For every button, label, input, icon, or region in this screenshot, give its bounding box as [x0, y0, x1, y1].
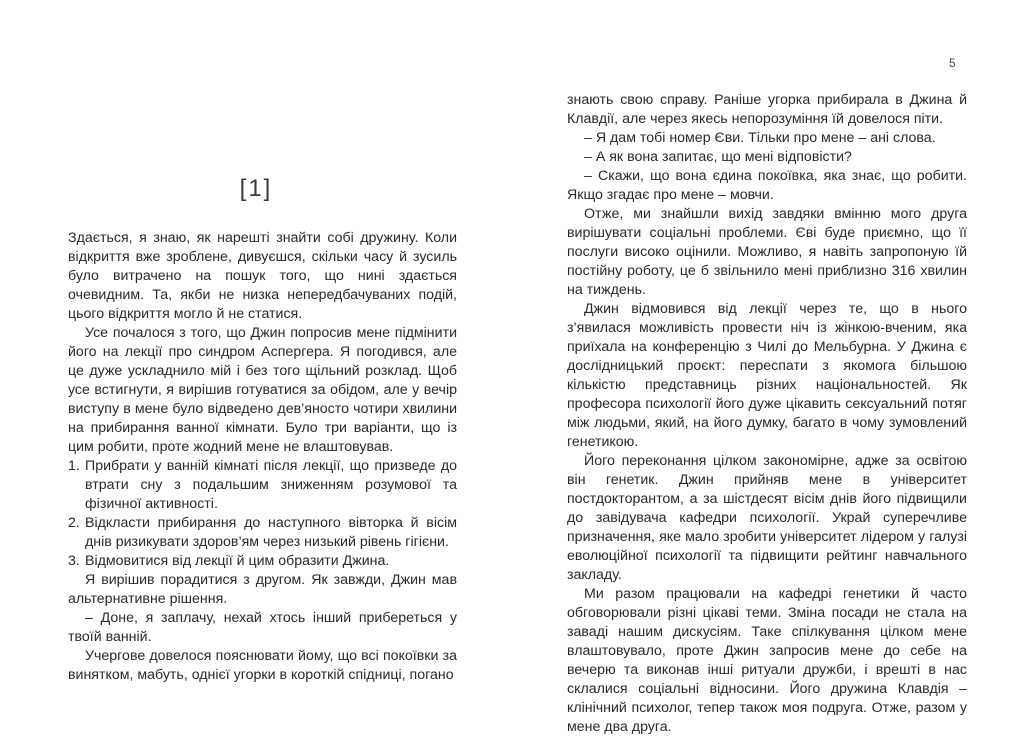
paragraph: Отже, ми знайшли вихід завдяки вмінню мого друга вирішувати соціальні проблеми. Єві буде приємно, що її послуги високо оцінили. Можливо, я навіть запропоную їй постійну роботу, це б звільнило мені приблизно 316 хвилин на тиждень. — [567, 206, 967, 298]
list-item — [68, 552, 457, 571]
paragraph: – Я дам тобі номер Єви. Тільки про мене – ані слова. — [584, 130, 936, 146]
paragraph: – Доне, я заплачу, нехай хтось інший прибереться у твоїй ванній. — [68, 610, 457, 645]
paragraph: Учергове довелося пояснювати йому, що всі покоївки за винятком, мабуть, однієї угорки в короткій спідниці, погано — [68, 648, 457, 683]
paragraph: Ми разом працювали на кафедрі генетики й часто обговорювали різні цікаві теми. Зміна посади не стала на заваді нашим дискусіям. Таке спілкування цілком мене влаштовувало, проте Джин запросив мене до себе на вечерю та виконав інші ритуали дружби, і врешті в нас склалися соціальні відносини. Його дружина Клавдія – клінічний психолог, тепер також моя подруга. Отже, разом у мене два друга. — [567, 586, 967, 735]
paragraph: Здається, я знаю, як нарешті знайти собі дружину. Коли відкриття вже зроблене, дивуєшся, скільки часу й зусиль було витрачено на пошук того, що нині здається очевидним. Та, якби не низка непередбачуваних подій, цього відкриття могло й не статися. — [68, 230, 457, 322]
list-item — [68, 514, 457, 552]
paragraph: Усе почалося з того, що Джин попросив мене підмінити його на лекції про синдром Аспергера. Я погодився, але це дуже ускладнило мій і без того щільний розклад. Щоб усе встигнути, я вирішив готуватися за обідом, але у вечір виступу в мене було відведено дев’яносто чотири хвилини на прибирання ванної кімнати. Було три варіанти, що із цим робити, проте жодний мене не влаштовував. — [68, 325, 457, 455]
list-item-number: 2. — [68, 515, 80, 531]
right-page — [512, 0, 1024, 746]
paragraph: – А як вона запитає, що мені відповісти? — [584, 149, 852, 165]
page-number: 5 — [949, 56, 956, 70]
right-page-text — [567, 91, 967, 737]
chapter-number: [1] — [239, 175, 273, 202]
paragraph-continuation: знають свою справу. Раніше угорка прибирала в Джина й Клавдії, але через якесь непорозуміння їй довелося піти. — [567, 92, 967, 127]
paragraph: Джин відмовився від лекції через те, що в нього з’явилася можливість провести ніч із жінкою-вченим, яка приїхала на конференцію з Чилі до Мельбурна. У Джина є дослідницький проєкт: переспати з якомога більшою кількістю представниць різних національностей. Як професора психології його дуже цікавить сексуальний потяг між людьми, який, на його думку, багато в чому зумовлений генетикою. — [567, 301, 967, 450]
list-item-text: Прибрати у ванній кімнаті після лекції, що призведе до втрати сну з подальшим зниженням розумової та фізичної активності. — [85, 458, 457, 512]
list-item-number: 1. — [68, 458, 80, 474]
list-item — [68, 457, 457, 514]
left-page-text — [68, 229, 457, 685]
paragraph: – Скажи, що вона єдина покоївка, яка знає, що робити. Якщо згадає про мене – мовчи. — [567, 168, 967, 203]
list-item-number: 3. — [68, 553, 80, 569]
paragraph: Я вирішив порадитися з другом. Як завжди, Джин мав альтернативне рішення. — [68, 572, 457, 607]
list-item-text: Відмовитися від лекції й цим образити Джина. — [85, 553, 390, 569]
list-item-text: Відкласти прибирання до наступного вівторка й вісім днів ризикувати здоров’ям через низький рівень гігієни. — [85, 515, 457, 550]
paragraph: Його переконання цілком закономірне, адже за освітою він генетик. Джин прийняв мене в університет постдокторантом, а за шістдесят вісім днів його підвищили до завідувача кафедри психології. Украй суперечливе призначення, яке мало зробити університет лідером у галузі еволюційної психології та підвищити рейтинг навчального закладу. — [567, 453, 967, 583]
options-list — [68, 457, 457, 571]
